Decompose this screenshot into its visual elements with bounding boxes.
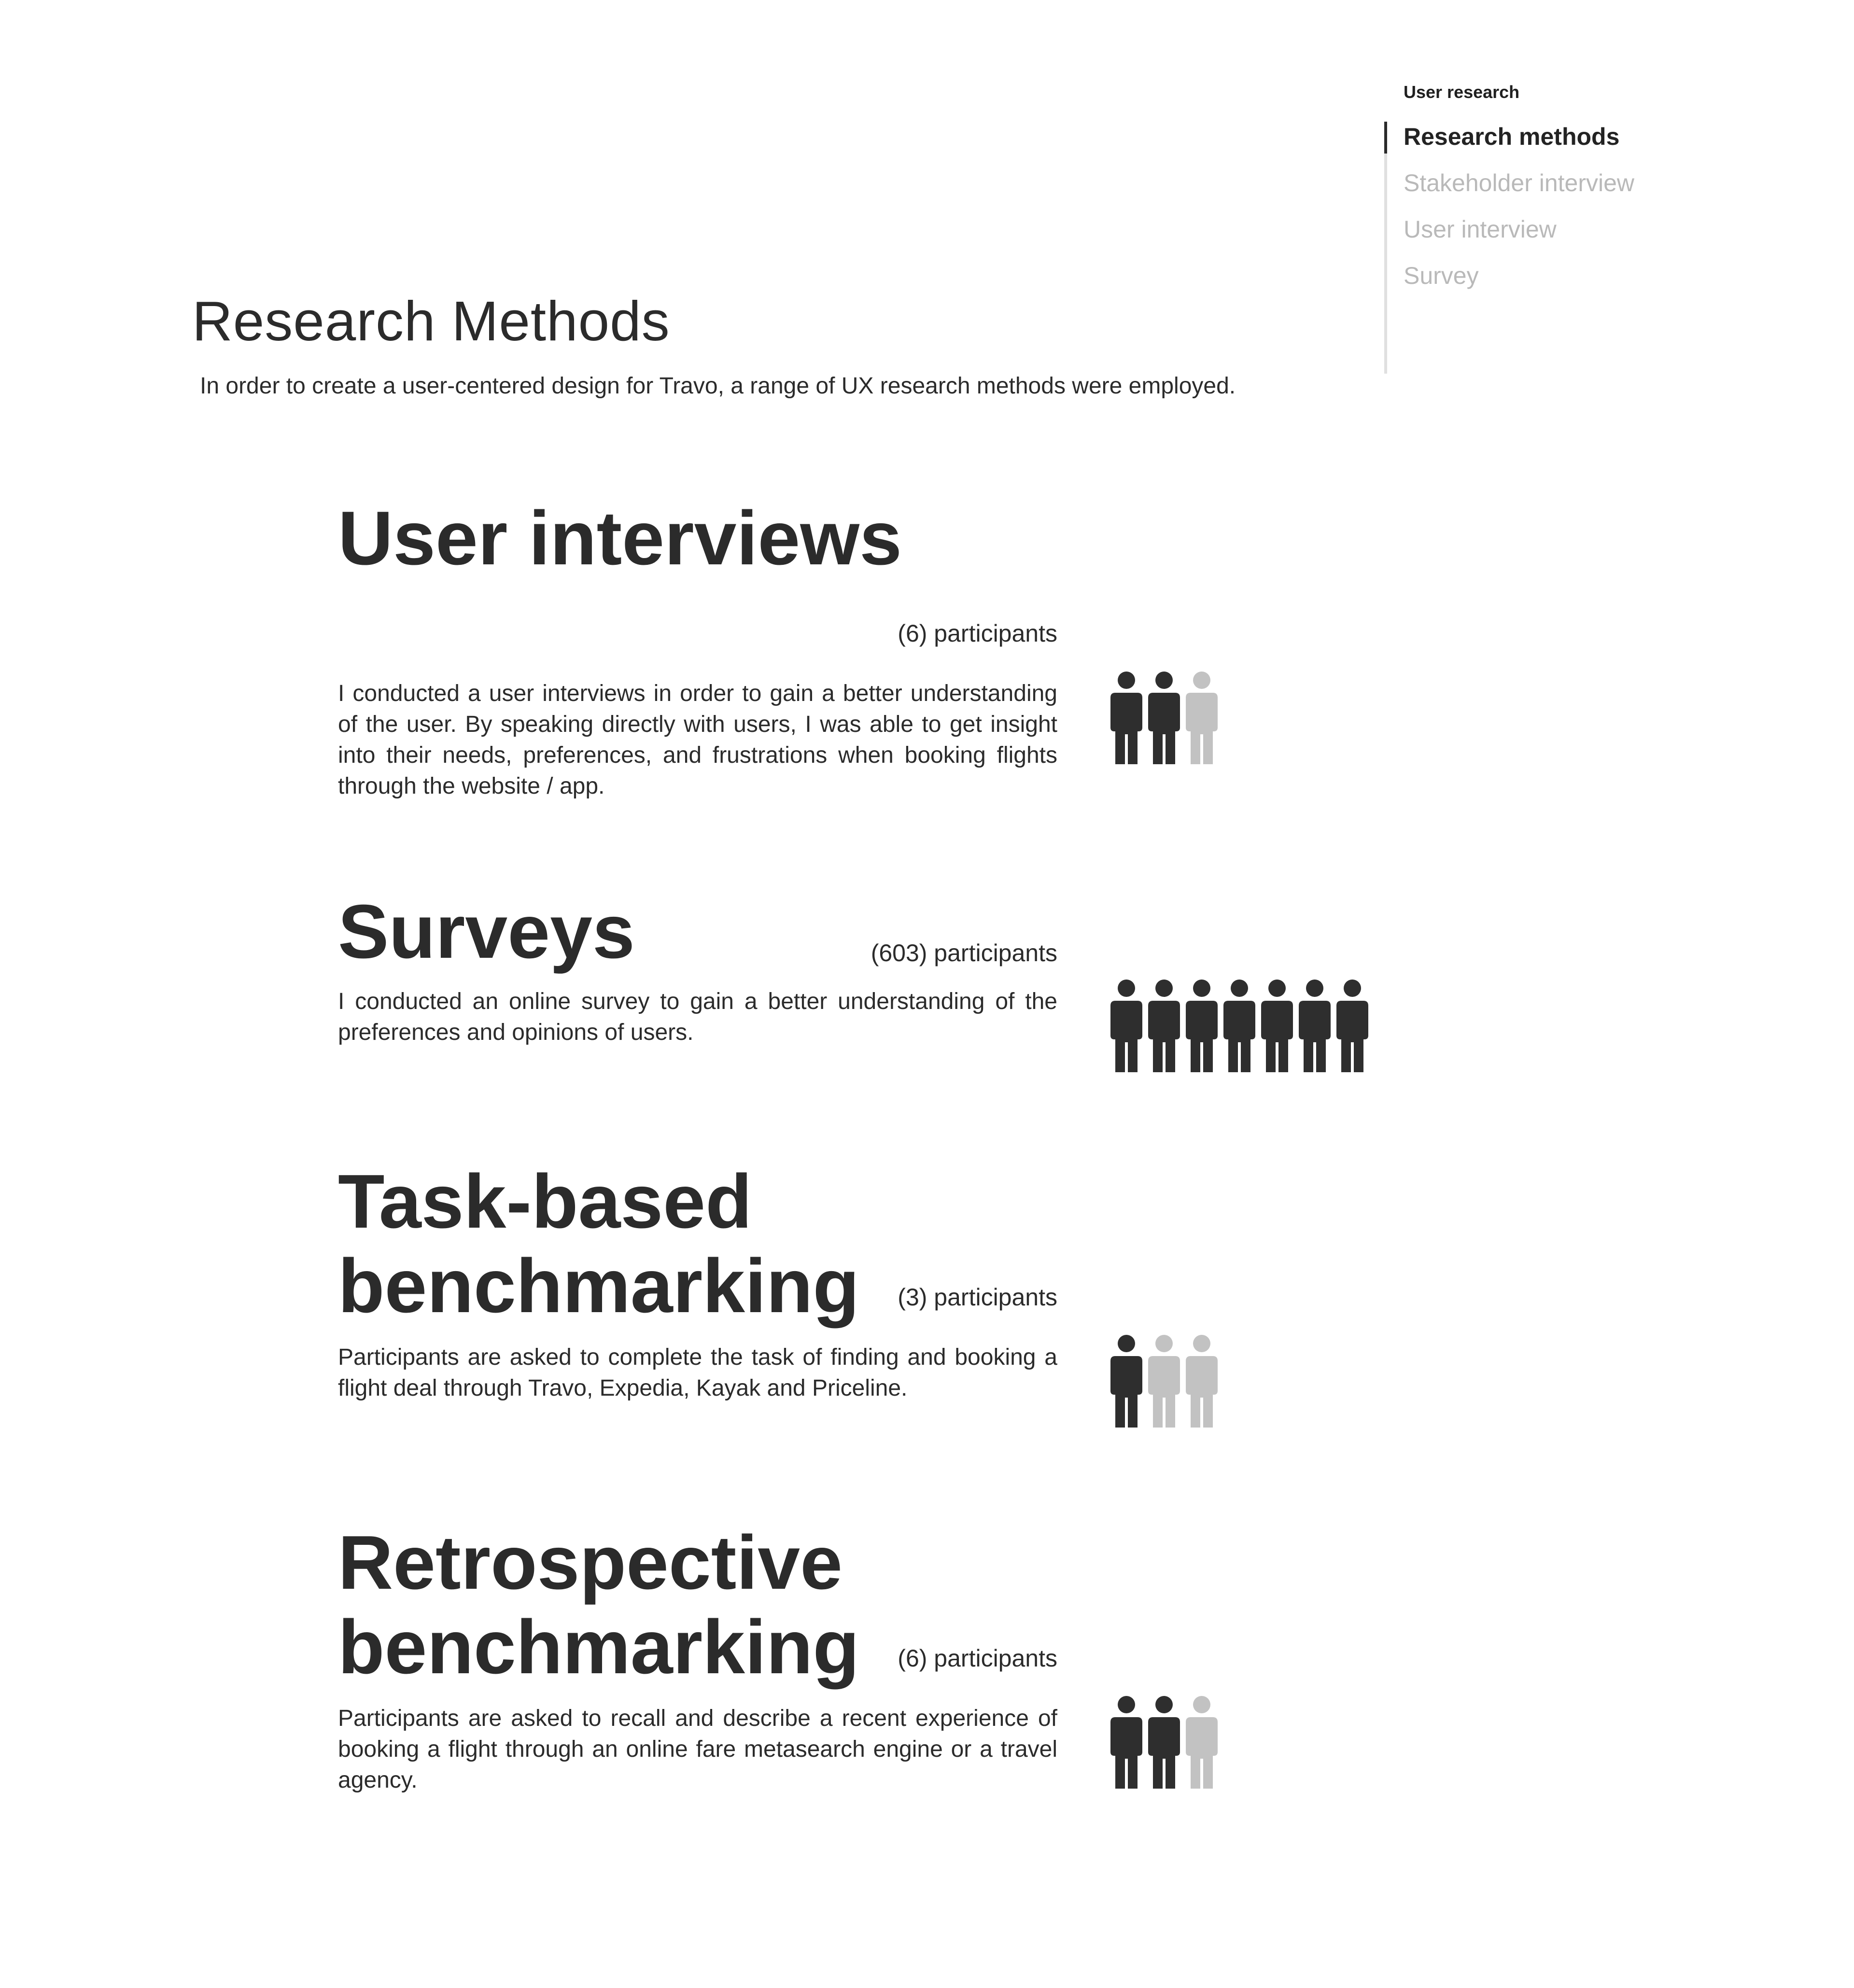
participant-icons	[1110, 672, 1218, 764]
person-icon-filled	[1110, 672, 1142, 764]
section-nav-heading: User research	[1404, 82, 1520, 102]
page-title: Research Methods	[192, 290, 670, 352]
section-nav-item-user-interview[interactable]: User interview	[1404, 216, 1557, 243]
method-title: Surveys	[338, 889, 635, 974]
person-icon-filled	[1148, 672, 1180, 764]
method-title: Retrospective benchmarking	[338, 1520, 859, 1690]
participant-count: (6) participants	[898, 620, 1057, 647]
person-icon-filled	[1336, 980, 1368, 1072]
page-intro: In order to create a user-centered design for Travo, a range of UX research methods were employed.	[200, 373, 1236, 399]
participant-icons	[1110, 1696, 1218, 1789]
person-icon-filled	[1110, 980, 1142, 1072]
person-icon-empty	[1186, 1335, 1218, 1428]
participant-count: (603) participants	[871, 939, 1057, 966]
section-nav-item-survey[interactable]: Survey	[1404, 262, 1479, 289]
method-title: Task-based benchmarking	[338, 1159, 859, 1329]
section-nav-item-research-methods[interactable]: Research methods	[1404, 123, 1620, 150]
person-icon-empty	[1148, 1335, 1180, 1428]
person-icon-filled	[1148, 980, 1180, 1072]
person-icon-filled	[1186, 980, 1218, 1072]
person-icon-filled	[1223, 980, 1255, 1072]
participant-count: (6) participants	[898, 1645, 1057, 1672]
person-icon-filled	[1299, 980, 1331, 1072]
person-icon-filled	[1110, 1696, 1142, 1789]
person-icon-filled	[1261, 980, 1293, 1072]
participant-icons	[1110, 980, 1368, 1072]
section-nav-active-indicator	[1384, 122, 1387, 154]
person-icon-empty	[1186, 1696, 1218, 1789]
person-icon-filled	[1148, 1696, 1180, 1789]
method-description: I conducted an online survey to gain a better understanding of the preferences and opinions of users.	[338, 989, 1057, 1045]
method-description: I conducted a user interviews in order to gain a better understanding of the user. By speaking directly with users, I was able to get insight into their needs, preferences, and frustrations when booking flights through the website / app.	[338, 681, 1057, 799]
participant-count: (3) participants	[898, 1284, 1057, 1311]
person-icon-filled	[1110, 1335, 1142, 1428]
participant-icons	[1110, 1335, 1218, 1428]
person-icon-empty	[1186, 672, 1218, 764]
method-description: Participants are asked to recall and describe a recent experience of booking a flight through an online fare metasearch engine or a travel agency.	[338, 1706, 1057, 1793]
method-title: User interviews	[338, 496, 902, 581]
method-description: Participants are asked to complete the task of finding and booking a flight deal through Travo, Expedia, Kayak and Priceline.	[338, 1344, 1057, 1401]
section-nav-rail	[1384, 122, 1387, 374]
section-nav-item-stakeholder-interview[interactable]: Stakeholder interview	[1404, 169, 1635, 196]
